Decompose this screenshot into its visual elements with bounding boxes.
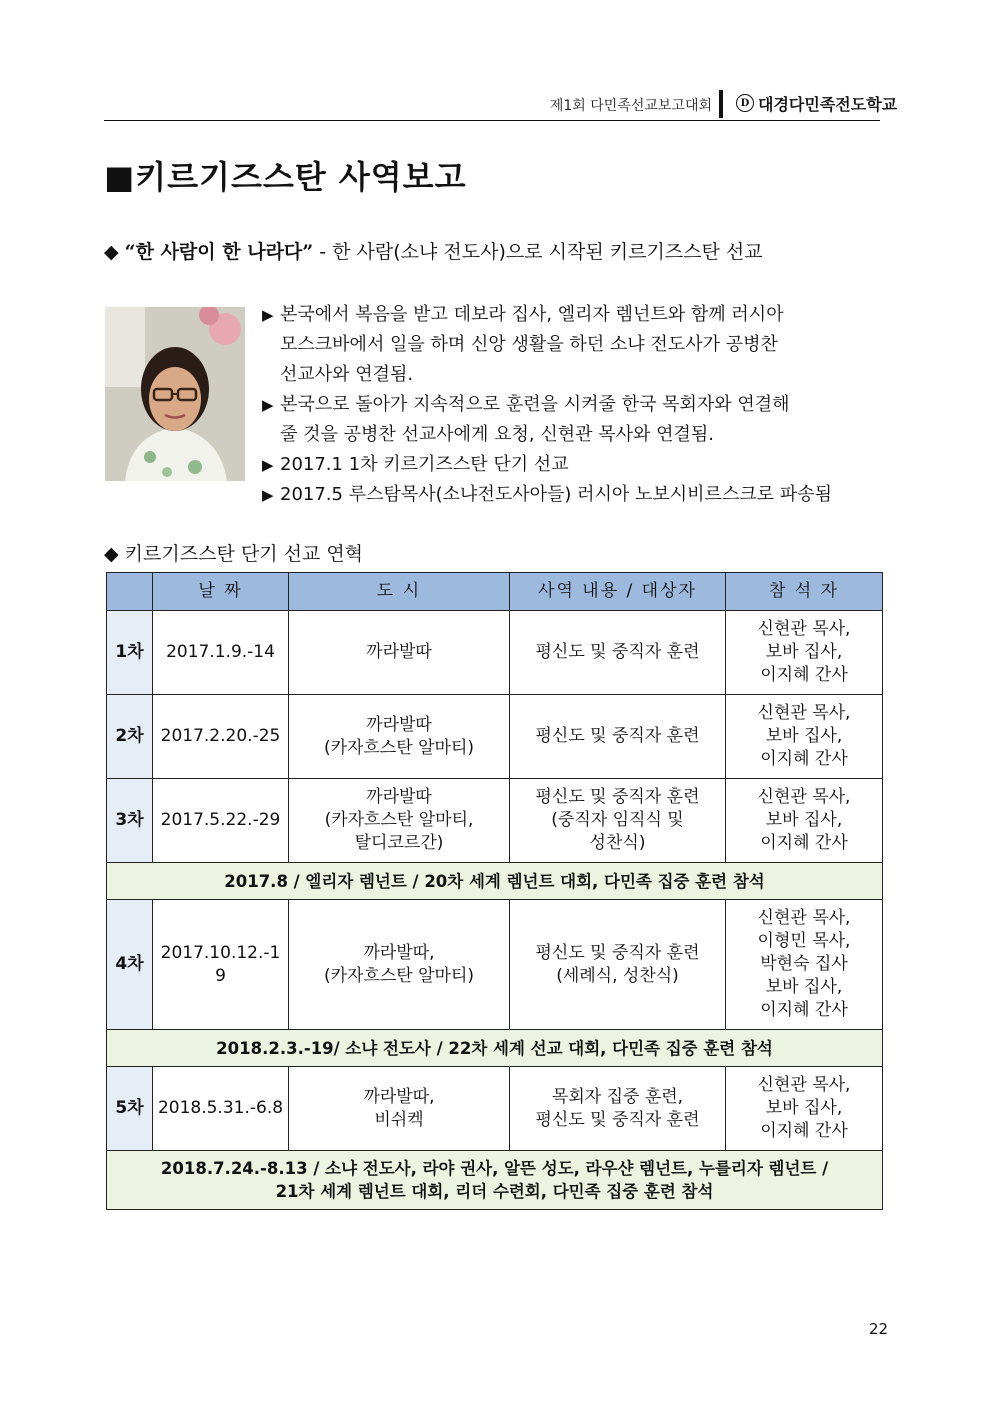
note-cell: 2018.7.24.-8.13 / 소냐 전도사, 라야 권사, 알뜬 성도, 라우샨 렘넌트, 누를리자 렘넌트 / 21차 세계 렘넌트 대회, 리더 수련회, 다민족 집중 훈련 참석 (107, 1151, 883, 1210)
section-marker: ◆ (104, 543, 119, 565)
note-cell: 2017.8 / 엘리자 렘넌트 / 20차 세계 렘넌트 대회, 다민족 집중 훈련 참석 (107, 863, 883, 900)
arrow-icon: ▶ (262, 486, 274, 504)
header-event-title: 제1회 다민족선교보고대회 (549, 98, 712, 114)
round-cell: 3차 (107, 779, 153, 863)
arrow-icon: ▶ (262, 456, 274, 474)
city-cell: 까라발따, 비쉬켁 (289, 1067, 510, 1151)
arrow-icon: ▶ (262, 306, 274, 324)
round-cell: 4차 (107, 900, 153, 1030)
content-cell: 평신도 및 중직자 훈련 (중직자 임직식 및 성찬식) (510, 779, 726, 863)
school-logo (736, 92, 897, 114)
table-row (107, 779, 883, 863)
header-divider-bar (719, 90, 723, 118)
section-title: 키르기즈스탄 단기 선교 연혁 (124, 543, 364, 565)
header-cell-round (107, 573, 153, 611)
attendees-cell: 신현관 목사, 보바 집사, 이지혜 간사 (726, 779, 883, 863)
attendees-cell: 신현관 목사, 보바 집사, 이지혜 간사 (726, 695, 883, 779)
arrow-icon: ▶ (262, 396, 274, 414)
logo-text: 대경다민족전도학교 (758, 94, 898, 114)
date-cell: 2017.5.22.-29 (153, 779, 289, 863)
city-cell: 까라발따 (카자흐스탄 알마티, 탈디코르간) (289, 779, 510, 863)
bullet-line: 2017.5 루스탐목사(소냐전도사아들) 러시아 노보시비르스크로 파송됨 (280, 484, 832, 505)
bullet-line: 줄 것을 공병찬 선교사에게 요청, 신현관 목사와 연결됨. (280, 424, 715, 445)
table-note-row (107, 863, 883, 900)
bullet-item (262, 300, 888, 390)
city-cell: 까라발따, (카자흐스탄 알마티) (289, 900, 510, 1030)
table-row (107, 611, 883, 695)
header-cell-attendees: 참 석 자 (726, 573, 883, 611)
date-cell: 2017.2.20.-25 (153, 695, 289, 779)
attendees-cell: 신현관 목사, 이형민 목사, 박현숙 집사 보바 집사, 이지혜 간사 (726, 900, 883, 1030)
missionary-photo (105, 307, 245, 481)
bullet-item (262, 390, 888, 450)
bullet-item (262, 480, 888, 510)
bullet-line: 2017.1 1차 키르기즈스탄 단기 선교 (280, 454, 569, 475)
subtitle-rest: - 한 사람(소냐 전도사)으로 시작된 키르기즈스탄 선교 (313, 241, 763, 263)
bullet-line: 본국으로 돌아가 지속적으로 훈련을 시켜줄 한국 목회자와 연결해 (280, 394, 790, 415)
logo-mark-icon: D (736, 94, 754, 112)
table-row (107, 695, 883, 779)
summary-bullets (262, 300, 888, 510)
table-header-row (107, 573, 883, 611)
content-cell: 평신도 및 중직자 훈련 (세례식, 성찬식) (510, 900, 726, 1030)
round-cell: 2차 (107, 695, 153, 779)
attendees-cell: 신현관 목사, 보바 집사, 이지혜 간사 (726, 611, 883, 695)
bullet-line: 본국에서 복음을 받고 데보라 집사, 엘리자 렘넌트와 함께 러시아 (280, 304, 784, 325)
city-cell: 까라발따 (카자흐스탄 알마티) (289, 695, 510, 779)
header-cell-content: 사역 내용 / 대상자 (510, 573, 726, 611)
subtitle (104, 237, 884, 264)
date-cell: 2018.5.31.-6.8 (153, 1067, 289, 1151)
date-cell: 2017.10.12.-19 (153, 900, 289, 1030)
table-note-row (107, 1151, 883, 1210)
bullet-item (262, 450, 888, 480)
table-note-row (107, 1030, 883, 1067)
content-cell: 평신도 및 중직자 훈련 (510, 611, 726, 695)
round-cell: 1차 (107, 611, 153, 695)
header-cell-date: 날 짜 (153, 573, 289, 611)
header-cell-city: 도 시 (289, 573, 510, 611)
bullet-line: 선교사와 연결됨. (280, 364, 414, 385)
content-cell: 목회자 집중 훈련, 평신도 및 중직자 훈련 (510, 1067, 726, 1151)
subtitle-quote: “한 사람이 한 나라다” (124, 241, 314, 263)
table-row (107, 1067, 883, 1151)
bullet-line: 모스크바에서 일을 하며 신앙 생활을 하던 소냐 전도사가 공병찬 (280, 334, 778, 355)
note-cell: 2018.2.3.-19/ 소냐 전도사 / 22차 세계 선교 대회, 다민족 집중 훈련 참석 (107, 1030, 883, 1067)
round-cell: 5차 (107, 1067, 153, 1151)
table-row (107, 900, 883, 1030)
page-title: ■키르기즈스탄 사역보고 (104, 158, 467, 196)
content-cell: 평신도 및 중직자 훈련 (510, 695, 726, 779)
header-rule (104, 120, 880, 121)
date-cell: 2017.1.9.-14 (153, 611, 289, 695)
subtitle-marker: ◆ (104, 241, 119, 263)
page-number: 22 (869, 1320, 889, 1338)
attendees-cell: 신현관 목사, 보바 집사, 이지혜 간사 (726, 1067, 883, 1151)
mission-timeline-table (106, 572, 883, 1210)
city-cell: 까라발따 (289, 611, 510, 695)
section-heading (104, 539, 363, 566)
